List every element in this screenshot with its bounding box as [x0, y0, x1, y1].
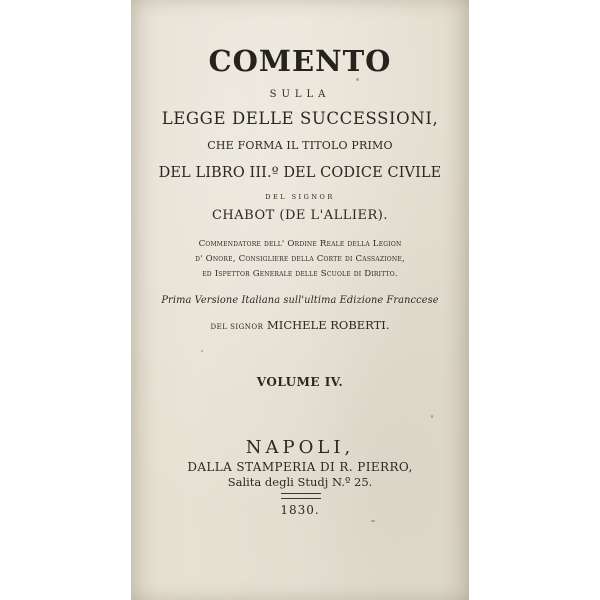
volume-label: VOLUME IV.: [256, 375, 344, 389]
paper-speck: [201, 350, 203, 352]
credential-line: ed Ispettor Generale delle Scuole di Diritto.: [202, 269, 398, 279]
credential-line: Commendatore dell' Ordine Reale della Legion: [198, 239, 402, 249]
translator-name: MICHELE ROBERTI.: [267, 318, 390, 332]
libro-line: DEL LIBRO III.º DEL CODICE CIVILE: [158, 165, 442, 181]
del-signor-line: DEL SIGNOR: [265, 193, 335, 201]
ornament-rule: [281, 493, 321, 499]
printer-address: Salita degli Studj N.º 25.: [227, 475, 373, 489]
version-note: Prima Versione Italiana sull'ultima Edizione Franccese: [161, 295, 439, 306]
printer: DALLA STAMPERIA DI R. PIERRO,: [187, 460, 413, 474]
translator-prefix: DEL SIGNOR: [210, 323, 264, 331]
translator-line: [131, 320, 469, 332]
book-title: COMENTO: [208, 44, 392, 78]
author-name: CHABOT (DE L'ALLIER).: [211, 208, 389, 223]
paper-speck: [356, 78, 359, 81]
city: NAPOLI,: [245, 437, 355, 458]
paper-speck: [431, 415, 433, 418]
credential-line: d' Onore, Consigliere della Corte di Cassazione,: [195, 254, 405, 264]
sulla-line: SULLA: [269, 89, 331, 100]
publication-year: 1830.: [280, 503, 320, 517]
title-page: [131, 0, 469, 600]
subtitle: LEGGE DELLE SUCCESSIONI,: [161, 109, 439, 128]
che-forma-line: CHE FORMA IL TITOLO PRIMO: [207, 139, 393, 152]
paper-speck: [371, 520, 375, 522]
